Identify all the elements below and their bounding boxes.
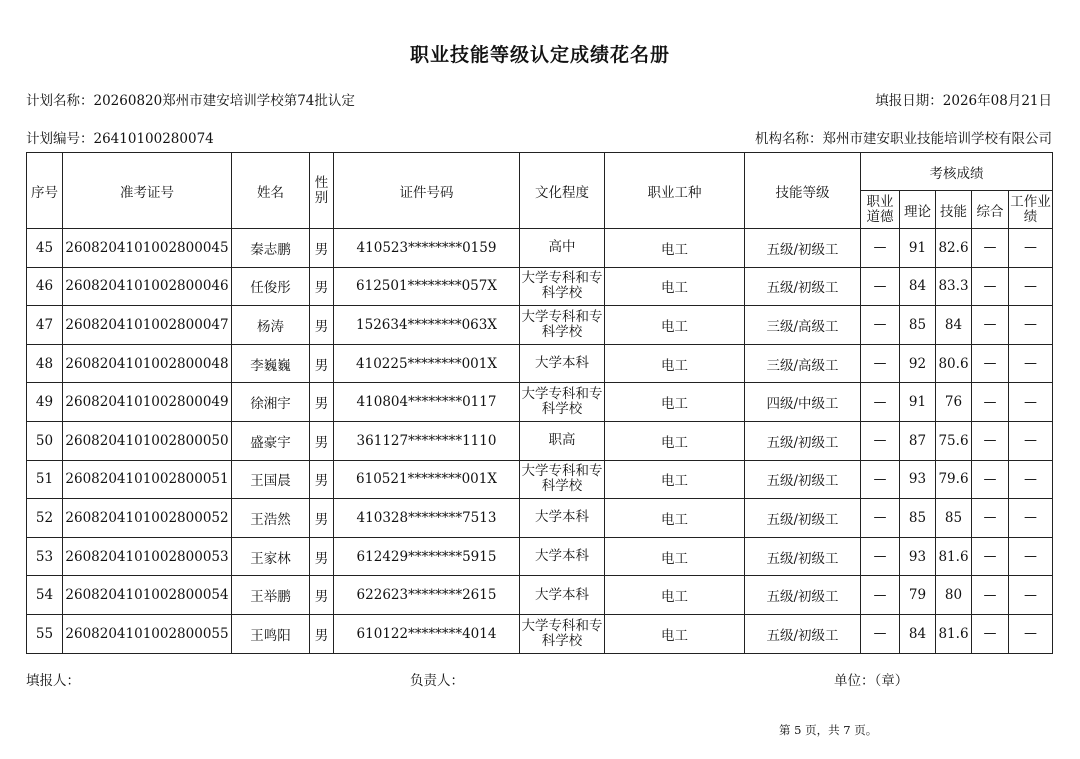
cell-work: — xyxy=(1009,499,1053,538)
cell-overall: — xyxy=(972,614,1009,653)
cell-occupation: 电工 xyxy=(605,229,745,268)
cell-work: — xyxy=(1009,421,1053,460)
cell-skill: 82.6 xyxy=(936,229,972,268)
cell-id-no: 361127********1110 xyxy=(334,421,520,460)
cell-ethics: — xyxy=(861,229,900,268)
cell-skill: 80.6 xyxy=(936,344,972,383)
cell-id-no: 610521********001X xyxy=(334,460,520,499)
cell-seq: 55 xyxy=(27,614,63,653)
cell-skill-level: 五级/初级工 xyxy=(745,499,861,538)
page-info: 第 5 页，共 7 页。 xyxy=(779,723,878,737)
organization xyxy=(755,127,1052,147)
cell-seq: 47 xyxy=(27,306,63,345)
cell-ethics: — xyxy=(861,421,900,460)
cell-seq: 48 xyxy=(27,344,63,383)
cell-exam-no: 2608204101002800051 xyxy=(63,460,232,499)
cell-skill: 80 xyxy=(936,576,972,615)
cell-ethics: — xyxy=(861,614,900,653)
cell-theory: 91 xyxy=(900,383,936,422)
cell-ethics: — xyxy=(861,576,900,615)
cell-overall: — xyxy=(972,267,1009,306)
cell-gender: 男 xyxy=(310,499,334,538)
organization-value: 郑州市建安职业技能培训学校有限公司 xyxy=(822,131,1052,147)
cell-seq: 51 xyxy=(27,460,63,499)
cell-seq: 54 xyxy=(27,576,63,615)
cell-theory: 92 xyxy=(900,344,936,383)
cell-exam-no: 2608204101002800047 xyxy=(63,306,232,345)
cell-name: 盛豪宇 xyxy=(232,421,310,460)
cell-ethics: — xyxy=(861,460,900,499)
table-row xyxy=(27,460,1053,499)
cell-seq: 49 xyxy=(27,383,63,422)
cell-education: 大学专科和专科学校 xyxy=(520,614,605,653)
cell-ethics: — xyxy=(861,344,900,383)
cell-name: 王国晨 xyxy=(232,460,310,499)
cell-gender: 男 xyxy=(310,267,334,306)
cell-skill: 81.6 xyxy=(936,614,972,653)
cell-name: 王举鹏 xyxy=(232,576,310,615)
cell-skill-level: 五级/初级工 xyxy=(745,537,861,576)
cell-work: — xyxy=(1009,576,1053,615)
cell-exam-no: 2608204101002800050 xyxy=(63,421,232,460)
header-skill-level: 技能等级 xyxy=(745,153,861,229)
header-ethics: 职业道德 xyxy=(861,191,900,229)
cell-overall: — xyxy=(972,421,1009,460)
cell-gender: 男 xyxy=(310,576,334,615)
cell-seq: 53 xyxy=(27,537,63,576)
cell-theory: 93 xyxy=(900,460,936,499)
cell-id-no: 610122********4014 xyxy=(334,614,520,653)
cell-gender: 男 xyxy=(310,460,334,499)
plan-name-label: 计划名称： xyxy=(26,93,94,109)
header-education: 文化程度 xyxy=(520,153,605,229)
cell-name: 秦志鹏 xyxy=(232,229,310,268)
header-gender: 性别 xyxy=(310,153,334,229)
cell-occupation: 电工 xyxy=(605,344,745,383)
cell-exam-no: 2608204101002800053 xyxy=(63,537,232,576)
cell-id-no: 152634********063X xyxy=(334,306,520,345)
header-occupation: 职业工种 xyxy=(605,153,745,229)
cell-gender: 男 xyxy=(310,306,334,345)
cell-id-no: 612429********5915 xyxy=(334,537,520,576)
cell-id-no: 410328********7513 xyxy=(334,499,520,538)
cell-name: 徐湘宇 xyxy=(232,383,310,422)
cell-overall: — xyxy=(972,229,1009,268)
cell-name: 任俊彤 xyxy=(232,267,310,306)
cell-exam-no: 2608204101002800046 xyxy=(63,267,232,306)
cell-skill-level: 五级/初级工 xyxy=(745,614,861,653)
cell-gender: 男 xyxy=(310,614,334,653)
cell-occupation: 电工 xyxy=(605,614,745,653)
table-row xyxy=(27,267,1053,306)
fill-date-value: 2026年08月21日 xyxy=(942,93,1052,109)
table-row xyxy=(27,576,1053,615)
cell-work: — xyxy=(1009,229,1053,268)
cell-skill-level: 五级/初级工 xyxy=(745,421,861,460)
cell-name: 王鸣阳 xyxy=(232,614,310,653)
cell-theory: 91 xyxy=(900,229,936,268)
cell-seq: 45 xyxy=(27,229,63,268)
cell-overall: — xyxy=(972,537,1009,576)
table-row xyxy=(27,344,1053,383)
cell-overall: — xyxy=(972,576,1009,615)
cell-skill: 83.3 xyxy=(936,267,972,306)
cell-ethics: — xyxy=(861,267,900,306)
filler-label: 填报人： xyxy=(26,673,80,689)
cell-id-no: 622623********2615 xyxy=(334,576,520,615)
cell-education: 大学本科 xyxy=(520,344,605,383)
cell-ethics: — xyxy=(861,499,900,538)
cell-skill-level: 三级/高级工 xyxy=(745,306,861,345)
cell-education: 高中 xyxy=(520,229,605,268)
header-name: 姓名 xyxy=(232,153,310,229)
cell-work: — xyxy=(1009,383,1053,422)
header-seq: 序号 xyxy=(27,153,63,229)
cell-work: — xyxy=(1009,537,1053,576)
cell-education: 大学专科和专科学校 xyxy=(520,383,605,422)
cell-name: 王浩然 xyxy=(232,499,310,538)
header-overall: 综合 xyxy=(972,191,1009,229)
cell-skill-level: 五级/初级工 xyxy=(745,576,861,615)
cell-gender: 男 xyxy=(310,229,334,268)
responsible-label: 负责人： xyxy=(410,673,464,689)
cell-skill-level: 四级/中级工 xyxy=(745,383,861,422)
header-theory: 理论 xyxy=(900,191,936,229)
cell-id-no: 612501********057X xyxy=(334,267,520,306)
cell-theory: 87 xyxy=(900,421,936,460)
plan-number-label: 计划编号： xyxy=(26,131,94,147)
cell-seq: 50 xyxy=(27,421,63,460)
cell-theory: 85 xyxy=(900,306,936,345)
cell-education: 大学本科 xyxy=(520,537,605,576)
table-row xyxy=(27,306,1053,345)
cell-exam-no: 2608204101002800045 xyxy=(63,229,232,268)
cell-gender: 男 xyxy=(310,383,334,422)
cell-overall: — xyxy=(972,344,1009,383)
cell-skill-level: 三级/高级工 xyxy=(745,344,861,383)
header-skill: 技能 xyxy=(936,191,972,229)
plan-name xyxy=(26,89,355,109)
cell-id-no: 410523********0159 xyxy=(334,229,520,268)
cell-theory: 85 xyxy=(900,499,936,538)
cell-skill: 76 xyxy=(936,383,972,422)
cell-work: — xyxy=(1009,344,1053,383)
cell-education: 职高 xyxy=(520,421,605,460)
cell-occupation: 电工 xyxy=(605,267,745,306)
header-scores-group: 考核成绩 xyxy=(861,153,1053,191)
cell-work: — xyxy=(1009,306,1053,345)
table-row xyxy=(27,421,1053,460)
header-exam-no: 准考证号 xyxy=(63,153,232,229)
score-roster-table xyxy=(26,152,1053,654)
table-row xyxy=(27,499,1053,538)
fill-date xyxy=(875,89,1052,109)
cell-theory: 79 xyxy=(900,576,936,615)
cell-name: 杨涛 xyxy=(232,306,310,345)
cell-skill: 79.6 xyxy=(936,460,972,499)
cell-id-no: 410225********001X xyxy=(334,344,520,383)
fill-date-label: 填报日期： xyxy=(875,93,943,109)
cell-gender: 男 xyxy=(310,537,334,576)
cell-ethics: — xyxy=(861,306,900,345)
cell-ethics: — xyxy=(861,537,900,576)
cell-gender: 男 xyxy=(310,344,334,383)
table-row xyxy=(27,614,1053,653)
cell-education: 大学本科 xyxy=(520,499,605,538)
cell-overall: — xyxy=(972,306,1009,345)
cell-education: 大学本科 xyxy=(520,576,605,615)
cell-skill-level: 五级/初级工 xyxy=(745,267,861,306)
cell-exam-no: 2608204101002800054 xyxy=(63,576,232,615)
cell-skill: 75.6 xyxy=(936,421,972,460)
cell-overall: — xyxy=(972,499,1009,538)
table-row xyxy=(27,383,1053,422)
cell-occupation: 电工 xyxy=(605,421,745,460)
cell-overall: — xyxy=(972,460,1009,499)
header-work: 工作业绩 xyxy=(1009,191,1053,229)
cell-theory: 93 xyxy=(900,537,936,576)
cell-education: 大学专科和专科学校 xyxy=(520,306,605,345)
cell-skill: 81.6 xyxy=(936,537,972,576)
table-row xyxy=(27,537,1053,576)
cell-occupation: 电工 xyxy=(605,383,745,422)
header-row xyxy=(27,153,1053,191)
cell-skill-level: 五级/初级工 xyxy=(745,460,861,499)
cell-education: 大学专科和专科学校 xyxy=(520,267,605,306)
cell-work: — xyxy=(1009,267,1053,306)
cell-overall: — xyxy=(972,383,1009,422)
cell-work: — xyxy=(1009,460,1053,499)
cell-occupation: 电工 xyxy=(605,576,745,615)
cell-exam-no: 2608204101002800048 xyxy=(63,344,232,383)
unit-stamp-label: 单位：（章） xyxy=(834,673,909,689)
cell-theory: 84 xyxy=(900,267,936,306)
cell-skill-level: 五级/初级工 xyxy=(745,229,861,268)
plan-number-value: 26410100280074 xyxy=(93,131,214,147)
cell-skill: 85 xyxy=(936,499,972,538)
cell-seq: 46 xyxy=(27,267,63,306)
cell-exam-no: 2608204101002800055 xyxy=(63,614,232,653)
header-id-no: 证件号码 xyxy=(334,153,520,229)
cell-occupation: 电工 xyxy=(605,537,745,576)
cell-occupation: 电工 xyxy=(605,306,745,345)
cell-name: 王家林 xyxy=(232,537,310,576)
table-row xyxy=(27,229,1053,268)
plan-number xyxy=(26,127,214,147)
cell-exam-no: 2608204101002800049 xyxy=(63,383,232,422)
cell-theory: 84 xyxy=(900,614,936,653)
cell-ethics: — xyxy=(861,383,900,422)
cell-gender: 男 xyxy=(310,421,334,460)
cell-occupation: 电工 xyxy=(605,460,745,499)
cell-work: — xyxy=(1009,614,1053,653)
cell-id-no: 410804********0117 xyxy=(334,383,520,422)
document-title: 职业技能等级认定成绩花名册 xyxy=(409,44,670,66)
cell-occupation: 电工 xyxy=(605,499,745,538)
plan-name-value: 20260820郑州市建安培训学校第74批认定 xyxy=(93,93,355,109)
cell-exam-no: 2608204101002800052 xyxy=(63,499,232,538)
cell-education: 大学专科和专科学校 xyxy=(520,460,605,499)
organization-label: 机构名称： xyxy=(755,131,823,147)
cell-name: 李巍巍 xyxy=(232,344,310,383)
cell-skill: 84 xyxy=(936,306,972,345)
cell-seq: 52 xyxy=(27,499,63,538)
